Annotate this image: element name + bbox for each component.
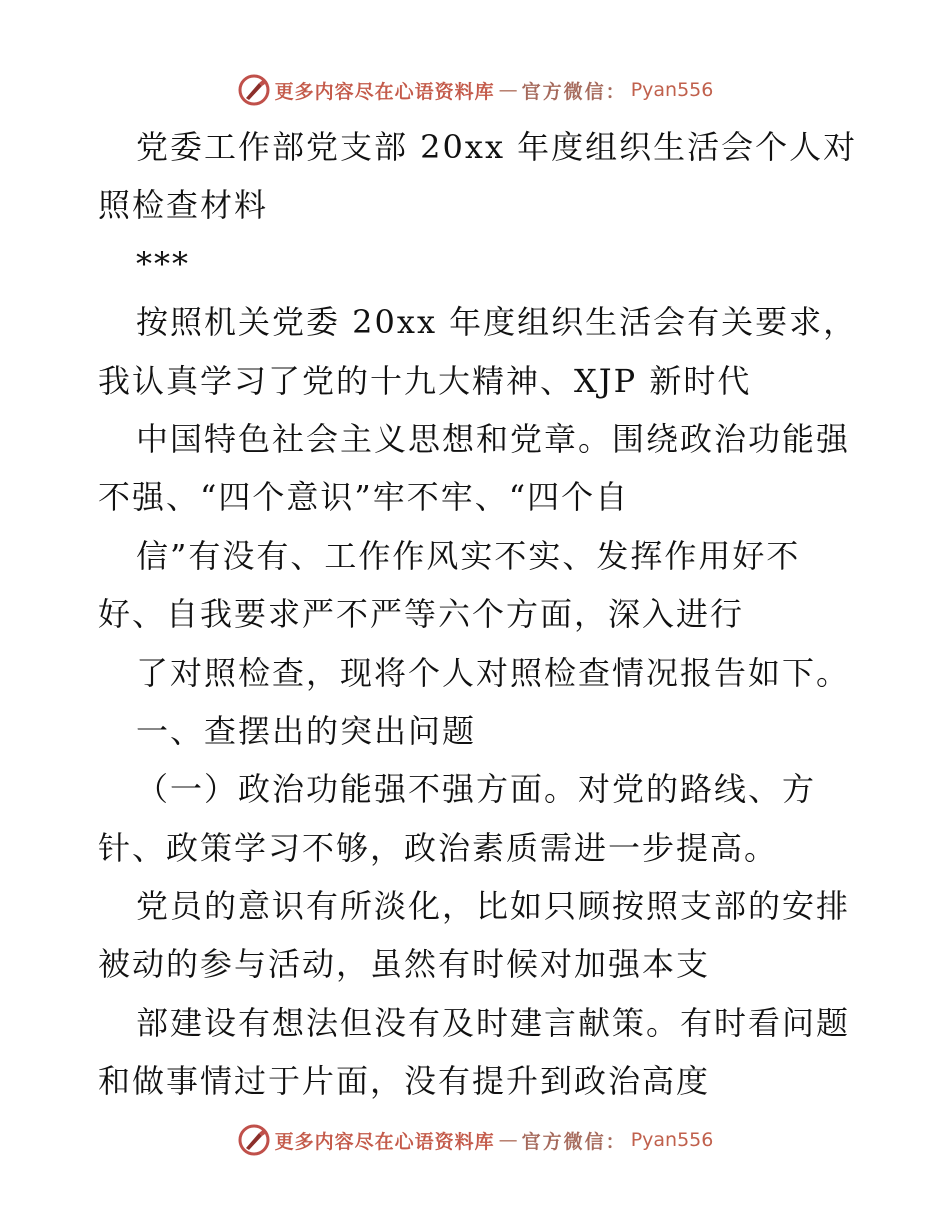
document-title-line-2: 照检查材料: [98, 186, 269, 225]
watermark-brand: 更多内容尽在心语资料库: [274, 1130, 495, 1153]
pen-nib-circle-icon: [237, 73, 271, 107]
paragraph-line: 信”有没有、工作作风实不实、发挥作用好不: [136, 536, 801, 575]
watermark-official-label: 官方微信：: [521, 1130, 627, 1153]
paragraph-line: 被动的参与活动，虽然有时候对加强本支: [98, 945, 711, 984]
header-watermark: [0, 70, 950, 110]
subsection-line: （一）政治功能强不强方面。对党的路线、方: [136, 770, 817, 809]
paragraph-line: 按照机关党委 20xx 年度组织生活会有关要求，: [136, 303, 858, 342]
author-placeholder: ***: [136, 244, 190, 283]
watermark-wechat-id: Pyan556: [630, 1129, 714, 1151]
watermark-separator: —: [498, 79, 518, 101]
watermark-wechat-id: Pyan556: [630, 79, 714, 101]
footer-watermark: [0, 1120, 950, 1160]
watermark-brand: 更多内容尽在心语资料库: [274, 80, 495, 103]
paragraph-line: 我认真学习了党的十九大精神、XJP 新时代: [98, 361, 752, 400]
paragraph-line: 中国特色社会主义思想和党章。围绕政治功能强: [136, 419, 851, 458]
paragraph-line: 不强、“四个意识”牢不牢、“四个自: [98, 478, 630, 517]
document-body: [98, 118, 858, 1111]
watermark-separator: —: [498, 1129, 518, 1151]
document-title-line-1: 党委工作部党支部 20xx 年度组织生活会个人对: [136, 128, 858, 166]
watermark-official-label: 官方微信：: [521, 80, 627, 103]
paragraph-line: 针、政策学习不够，政治素质需进一步提高。: [98, 828, 779, 867]
pen-nib-circle-icon: [237, 1123, 271, 1157]
paragraph-line: 党员的意识有所淡化，比如只顾按照支部的安排: [136, 887, 851, 926]
paragraph-line: 和做事情过于片面，没有提升到政治高度: [98, 1062, 711, 1101]
paragraph-line: 部建设有想法但没有及时建言献策。有时看问题: [136, 1003, 851, 1042]
paragraph-line: 了对照检查，现将个人对照检查情况报告如下。: [136, 653, 851, 692]
paragraph-line: 好、自我要求严不严等六个方面，深入进行: [98, 595, 745, 634]
section-heading: 一、查摆出的突出问题: [136, 711, 477, 750]
